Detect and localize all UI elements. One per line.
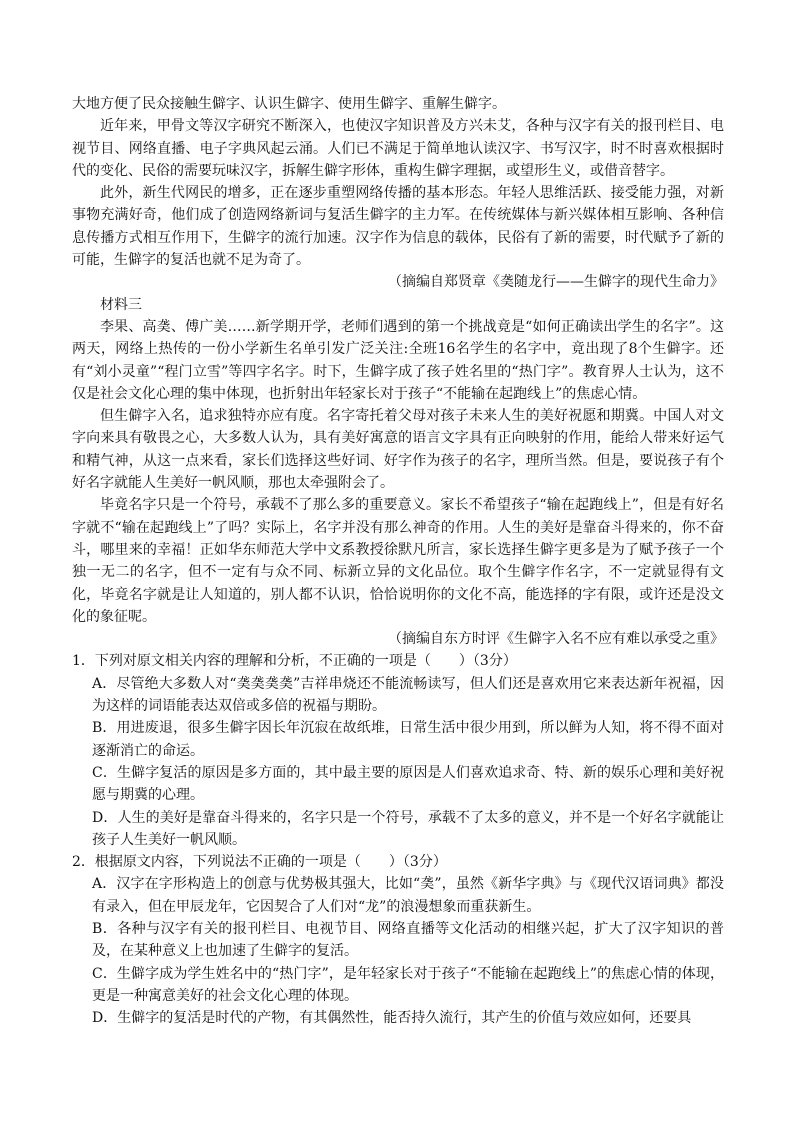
paragraph: 李果、高䶮、傅广美……新学期开学，老师们遇到的第一个挑战竟是“如何正确读出学生的名字”。这两天，网络上热传的一份小学新生名单引发广泛关注:全班16名学生的名字中，竟出现了8个生僻字。还有“刘小灵童”“程门立雪”等四字名字。时下，生僻字成了孩子姓名里的“热门字”。教育界人士认为，这不仅是社会文化心理的集中体现，也折射出年轻家长对于孩子“不能输在起跑线上”的焦虑心情。 — [72, 318, 724, 402]
option-a: A．汉字在字形构造上的创意与优势极其强大，比如“䶮”，虽然《新华字典》与《现代汉语词典》都没有录入，但在甲辰龙年，它因契合了人们对“龙”的浪漫想象而重获新生。 — [92, 876, 724, 915]
option-b: B．各种与汉字有关的报刊栏目、电视节目、网络直播等文化活动的相继兴起，扩大了汉字知识的普及，在某种意义上也加速了生僻字的复活。 — [92, 920, 724, 960]
source-citation: （摘编自东方时评《生僻字入名不应有难以承受之重》 — [388, 631, 724, 648]
question-1 — [72, 650, 724, 851]
document-page — [72, 93, 724, 1029]
question-stem: 2．根据原文内容，下列说法不正确的一项是（ ）（3分） — [72, 854, 447, 871]
paragraph-continuation: 大地方便了民众接触生僻字、认识生僻字、使用生僻字、重解生僻字。 — [72, 96, 506, 112]
question-2 — [72, 851, 724, 1029]
question-stem: 1．下列对原文相关内容的理解和分析，不正确的一项是（ ）（3分） — [72, 653, 517, 670]
source-citation: （摘编自郑贤章《䶮随龙行——生僻字的现代生命力》 — [388, 274, 724, 291]
option-d: D．人生的美好是靠奋斗得来的，名字只是一个符号，承载不了太多的意义，并不是一个好名字就能让孩子人生美好一帆风顺。 — [92, 809, 724, 848]
paragraph: 此外，新生代网民的增多，正在逐步重塑网络传播的基本形态。年轻人思维活跃、接受能力强，对新事物充满好奇，他们成了创造网络新词与复活生僻字的主力军。在传统媒体与新兴媒体相互影响、各种信息传播方式相互作用下，生僻字的流行加速。汉字作为信息的载体，民俗有了新的需要，时代赋予了新的可能，生僻字的复活也就不足为奇了。 — [72, 185, 724, 269]
material-heading: 材料三 — [100, 296, 142, 313]
option-c: C．生僻字成为学生姓名中的“热门字”，是年轻家长对于孩子“不能输在起跑线上”的焦虑心情的体现，更是一种寓意美好的社会文化心理的体现。 — [92, 965, 724, 1004]
option-a: A．尽管绝大多数人对“䶮䶮䶮䶮”吉祥串烧还不能流畅读写，但人们还是喜欢用它来表达新年祝福，因为这样的词语能表达双倍或多倍的祝福与期盼。 — [92, 675, 724, 715]
option-b: B．用进废退，很多生僻字因长年沉寂在故纸堆，日常生活中很少用到，所以鲜为人知，将不得不面对逐渐消亡的命运。 — [92, 720, 724, 759]
paragraph: 毕竟名字只是一个符号，承载不了那么多的重要意义。家长不希望孩子“输在起跑线上”，但是有好名字就不“输在起跑线上”了吗？实际上，名字并没有那么神奇的作用。人生的美好是靠奋斗得来的，你不奋斗，哪里来的幸福！正如华东师范大学中文系教授徐默凡所言，家长选择生僻字更多是为了赋予孩子一个独一无二的名字，但不一定有与众不同、标新立异的文化品位。取个生僻字作名字，不一定就显得有文化，毕竟名字就是让人知道的，别人都不认识，恰恰说明你的文化不高，能选择的字有限，或许还是没文化的象征呢。 — [72, 497, 724, 625]
option-c: C．生僻字复活的原因是多方面的，其中最主要的原因是人们喜欢追求奇、特、新的娱乐心理和美好祝愿与期冀的心理。 — [92, 764, 724, 804]
paragraph: 近年来，甲骨文等汉字研究不断深入，也使汉字知识普及方兴未艾，各种与汉字有关的报刊栏目、电视节目、网络直播、电子字典风起云涌。人们已不满足于简单地认读汉字、书写汉字，时不时喜欢根据时代的变化、民俗的需要玩味汉字，拆解生僻字形体，重构生僻字理据，或望形生义，或借音替字。 — [72, 118, 724, 179]
option-d: D．生僻字的复活是时代的产物，有其偶然性，能否持久流行，其产生的价值与效应如何，还要具 — [92, 1010, 692, 1027]
paragraph: 但生僻字入名，追求独特亦应有度。名字寄托着父母对孩子未来人生的美好祝愿和期冀。中国人对文字向来具有敬畏之心，大多数人认为，具有美好寓意的语言文字具有正向映射的作用，能给人带来好运气和精气神，从这一点来看，家长们选择这些好词、好字作为孩子的名字，理所当然。但是，要说孩子有个好名字就能人生美好一帆风顺，那也太牵强附会了。 — [72, 408, 724, 492]
